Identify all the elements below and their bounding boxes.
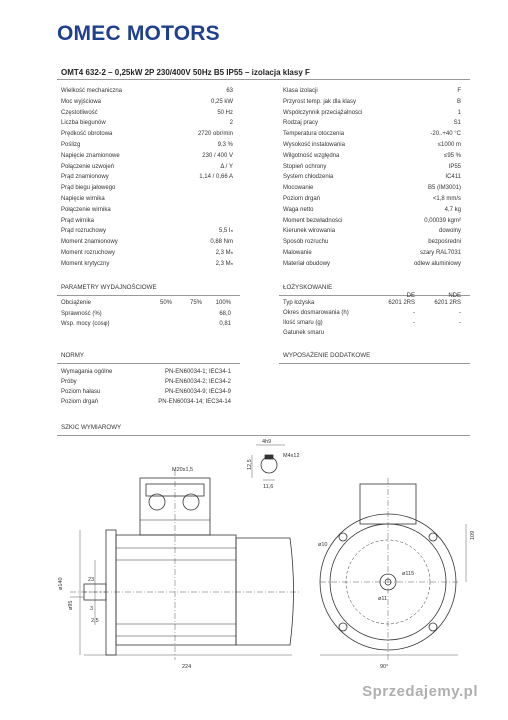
dim-h109: 109 — [470, 530, 476, 540]
spec-value: ≤1000 m — [437, 141, 461, 148]
bearings-heading: ŁOŻYSKOWANIE — [283, 284, 333, 291]
spec-value: 1 — [457, 109, 461, 116]
dim-d3: 3 — [90, 606, 94, 612]
spec-value: bezpośredni — [428, 239, 461, 246]
watermark: Sprzedajemy.pl — [362, 683, 478, 700]
bearing-nde: - — [459, 320, 461, 326]
spec-value: szary RAL7031 — [419, 249, 461, 256]
bearing-label: Okres dosmarowania (h) — [283, 310, 349, 316]
dim-d115: ø115 — [402, 571, 415, 577]
norm-label: Próby — [61, 379, 77, 385]
motor-body — [116, 535, 236, 645]
spec-label: Moment krytyczny — [61, 260, 110, 267]
logo-text: MEC MOTORS — [73, 22, 220, 45]
spec-label: Liczba biegunów — [61, 120, 106, 127]
spec-value: S1 — [453, 120, 461, 127]
logo-letter: O — [57, 22, 74, 45]
spec-value: 0,25 kW — [210, 98, 233, 105]
dim-d10: ø10 — [318, 542, 328, 548]
spec-value: F — [457, 88, 461, 94]
spec-value: 9,3 % — [217, 141, 233, 148]
spec-value: 63 — [226, 88, 233, 94]
spec-label: Przyrost temp. jak dla klasy — [283, 98, 357, 105]
bearing-nde: 6201 2RS — [434, 300, 461, 306]
spec-value: <1,8 mm/s — [432, 195, 461, 202]
norm-value: PN-EN60034-14; IEC34-14 — [158, 399, 231, 405]
dim-m4x12: M4x12 — [283, 453, 300, 459]
norms-heading: NORMY — [61, 352, 85, 359]
spec-label: Napięcie wirnika — [61, 195, 105, 202]
spec-value: 1,14 / 0,66 A — [199, 174, 233, 181]
spec-label: Stopień ochrony — [283, 163, 327, 170]
bearing-label: Typ łożyska — [283, 300, 315, 306]
perf-col-75: 75% — [189, 300, 202, 306]
flange — [106, 530, 116, 655]
dim-d23: 23 — [88, 577, 95, 583]
spec-value: 0,00039 kgm² — [424, 217, 461, 224]
perf-label: Wsp. mocy (cosφ) — [61, 321, 110, 327]
dim-d11: ø11 — [378, 596, 388, 602]
dim-m20: M20x1,5 — [172, 467, 194, 473]
spec-label: Moment rozruchowy — [61, 249, 116, 256]
bearing-de: 6201 2RS — [388, 300, 415, 306]
spec-label: Malowanie — [283, 249, 312, 256]
spec-value: ≤95 % — [444, 152, 461, 159]
spec-label: Poślizg — [61, 141, 81, 148]
performance-heading: PARAMETRY WYDAJNOŚCIOWE — [61, 284, 157, 291]
dim-11-6: 11,6 — [263, 484, 274, 490]
spec-label: Waga netto — [283, 206, 314, 213]
spec-label: Moment bezwładności — [283, 217, 343, 224]
bearing-col-de: DE — [406, 293, 415, 299]
spec-value: odlew aluminiowy — [413, 260, 461, 267]
fan-cover — [236, 538, 294, 645]
equipment-heading: WYPOSAŻENIE DODATKOWE — [283, 352, 371, 359]
norm-label: Poziom hałasu — [61, 389, 101, 395]
norm-label: Wymagania ogólne — [61, 369, 113, 375]
perf-col-100: 68,0 — [219, 310, 231, 317]
spec-value: dowolny — [438, 228, 461, 235]
spec-value: 2,3 Mₙ — [215, 249, 233, 256]
bearing-label: Gatunek smaru — [283, 330, 325, 336]
spec-label: Poziom drgań — [283, 195, 321, 202]
norm-value: PN-EN60034-2; IEC34-2 — [164, 379, 231, 385]
perf-col-50: 50% — [159, 300, 172, 306]
dim-d140: ø140 — [58, 577, 64, 590]
spec-label: Wielkość mechaniczna — [61, 88, 123, 94]
spec-label: Materiał obudowy — [283, 260, 331, 267]
dim-12-5: 12,5 — [247, 459, 253, 470]
spec-label: Prąd znamionowy — [61, 174, 109, 181]
spec-value: 2,3 Mₙ — [215, 260, 233, 267]
dim-len224: 224 — [182, 664, 192, 670]
spec-label: Wilgotność względna — [283, 152, 340, 159]
perf-col-100: 100% — [215, 300, 231, 306]
bearing-col-nde: NDE — [448, 293, 461, 299]
spec-value: -20..+40 °C — [430, 131, 461, 138]
spec-label: System chłodzenia — [283, 174, 334, 181]
spec-value: 5,5 Iₙ — [218, 228, 233, 235]
spec-label: Napięcie znamionowe — [61, 152, 120, 159]
spec-label: Połączenie wirnika — [61, 206, 111, 213]
spec-label: Prąd wirnika — [61, 217, 95, 224]
spec-value: 2 — [229, 120, 233, 127]
perf-col-100: 0,81 — [219, 321, 231, 327]
page-title: OMT4 632-2 – 0,25kW 2P 230/400V 50Hz B5 IP55 – izolacja klasy F — [61, 68, 310, 77]
spec-label: Moment znamionowy — [61, 239, 118, 246]
spec-label: Prąd biegu jałowego — [61, 185, 116, 192]
spec-value: 50 Hz — [217, 109, 233, 116]
spec-label: Sposób rozruchu — [283, 239, 329, 246]
spec-label: Wysokość instalowania — [283, 141, 345, 148]
bearing-de: - — [413, 320, 415, 326]
spec-label: Prędkość obrotowa — [61, 131, 113, 138]
dim-w4h9: 4h9 — [262, 439, 272, 445]
spec-label: Rodzaj pracy — [283, 120, 319, 127]
bearing-nde: - — [459, 310, 461, 316]
spec-label: Klasa izolacji — [283, 88, 318, 94]
spec-label: Mocowanie — [283, 185, 314, 192]
spec-value: 4,7 kg — [444, 206, 461, 213]
bearing-label: Ilość smaru (g) — [283, 320, 323, 326]
dim-d2-5: 2,5 — [91, 618, 99, 624]
perf-label: Obciążenie — [61, 300, 92, 306]
spec-label: Temperatura otoczenia — [283, 131, 345, 138]
spec-value: 2720 obr/min — [197, 131, 233, 138]
spec-label: Moc wyjściowa — [61, 98, 102, 105]
spec-value: IP55 — [448, 163, 461, 170]
spec-label: Współczynnik przeciążalności — [283, 109, 363, 116]
norm-value: PN-EN60034-1; IEC34-1 — [164, 369, 231, 375]
dim-d95: ø95 — [68, 600, 74, 610]
spec-value: B5 (IM3001) — [427, 185, 461, 192]
spec-value: 0,88 Nm — [210, 239, 233, 246]
perf-label: Sprawność (%) — [61, 310, 102, 317]
spec-label: Prąd rozruchowy — [61, 228, 107, 235]
spec-value: IC411 — [445, 174, 461, 181]
spec-value: B — [456, 98, 461, 105]
norm-value: PN-EN60034-9; IEC34-9 — [164, 389, 231, 395]
bearing-de: - — [413, 310, 415, 316]
spec-label: Częstotliwość — [61, 109, 98, 116]
spec-label: Kierunek wirowania — [283, 228, 336, 235]
spec-value: Δ / Y — [220, 163, 233, 170]
norm-label: Poziom drgań — [61, 399, 99, 405]
drawing-heading: SZKIC WYMIAROWY — [61, 424, 122, 431]
dim-ang90: 90° — [380, 664, 389, 670]
spec-value: 230 / 400 V — [202, 152, 233, 159]
spec-label: Połączenie uzwojeń — [61, 163, 115, 170]
